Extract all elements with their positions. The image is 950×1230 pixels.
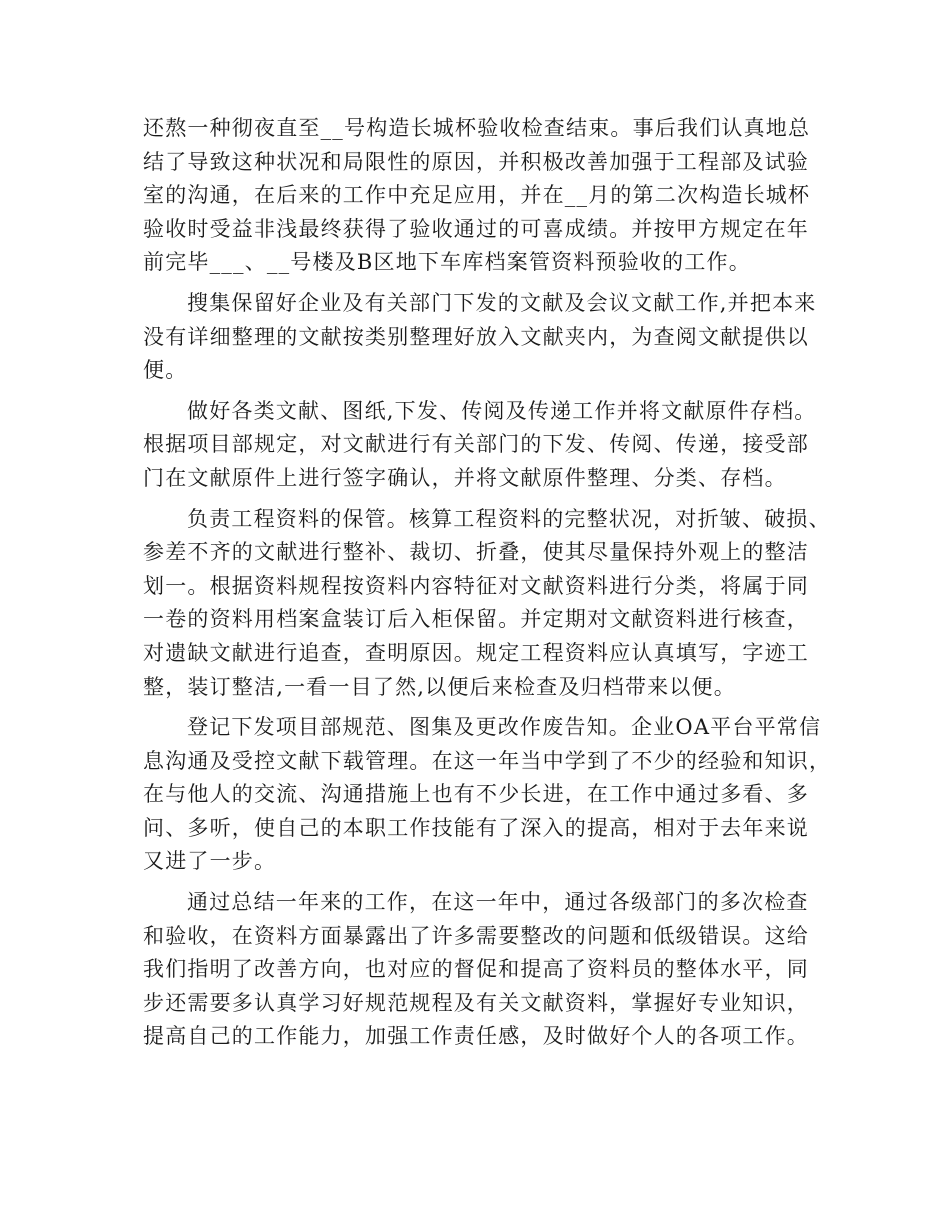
paragraph-line: 登记下发项目部规范、图集及更改作废告知。企业OA平台平常信	[187, 715, 822, 740]
paragraph-line: 和验收，在资料方面暴露出了许多需要整改的问题和低级错误。这给	[143, 923, 809, 948]
paragraph-line: 便。	[143, 358, 188, 383]
paragraph-line: 还熬一种彻夜直至__号构造长城杯验收检查结束。事后我们认真地总	[143, 116, 811, 140]
paragraph-line: 验收时受益非浅最终获得了验收通过的可喜成绩。并按甲方规定在年	[143, 216, 809, 241]
paragraph-line: 又进了一步。	[143, 849, 277, 874]
paragraph-line: 我们指明了改善方向，也对应的督促和提高了资料员的整体水平，同	[143, 957, 809, 982]
paragraph-line: 结了导致这种状况和局限性的原因，并积极改善加强于工程部及试验	[143, 149, 809, 174]
paragraph-line: 息沟通及受控文献下载管理。在这一年当中学到了不少的经验和知识，	[143, 748, 832, 773]
document-body	[143, 112, 832, 1061]
paragraph-5	[143, 711, 832, 879]
paragraph-line: 参差不齐的文献进行整补、裁切、折叠，使其尽量保持外观上的整洁	[143, 540, 809, 565]
paragraph-line: 根据项目部规定，对文献进行有关部门的下发、传阅、传递，接受部	[143, 432, 809, 457]
paragraph-line: 搜集保留好企业及有关部门下发的文献及会议文献工作,并把本来	[187, 290, 817, 315]
paragraph-line: 没有详细整理的文献按类别整理好放入文献夹内，为查阅文献提供以	[143, 324, 809, 349]
paragraph-line: 一卷的资料用档案盒装订后入柜保留。并定期对文献资料进行核查，	[143, 607, 809, 632]
paragraph-line: 步还需要多认真学习好规范规程及有关文献资料，掌握好专业知识，	[143, 990, 809, 1015]
paragraph-line: 做好各类文献、图纸,下发、传阅及传递工作并将文献原件存档。	[187, 398, 817, 423]
paragraph-line: 门在文献原件上进行签字确认，并将文献原件整理、分类、存档。	[143, 465, 787, 490]
paragraph-line: 提高自己的工作能力，加强工作责任感，及时做好个人的各项工作。	[143, 1024, 809, 1049]
paragraph-2	[143, 287, 817, 388]
paragraph-1	[143, 112, 813, 280]
paragraph-line: 划一。根据资料规程按资料内容特征对文献资料进行分类，将属于同	[143, 573, 809, 598]
paragraph-4	[143, 503, 831, 705]
paragraph-line: 对遗缺文献进行追查，查明原因。规定工程资料应认真填写，字迹工	[143, 640, 809, 665]
paragraph-6	[143, 886, 813, 1054]
paragraph-line: 通过总结一年来的工作，在这一年中，通过各级部门的多次检查	[187, 890, 809, 915]
paragraph-line: 整，装订整洁,一看一目了然,以便后来检查及归档带来以便。	[143, 674, 736, 699]
paragraph-line: 问、多听，使自己的本职工作技能有了深入的提高，相对于去年来说	[143, 815, 809, 840]
paragraph-3	[143, 395, 817, 496]
paragraph-line: 负责工程资料的保管。核算工程资料的完整状况，对折皱、破损、	[187, 506, 831, 531]
paragraph-line: 在与他人的交流、沟通措施上也有不少长进，在工作中通过多看、多	[143, 782, 809, 807]
paragraph-line: 室的沟通，在后来的工作中充足应用，并在__月的第二次构造长城杯	[143, 183, 811, 208]
paragraph-line: 前完毕___、__号楼及B区地下车库档案管资料预验收的工作。	[143, 250, 751, 275]
